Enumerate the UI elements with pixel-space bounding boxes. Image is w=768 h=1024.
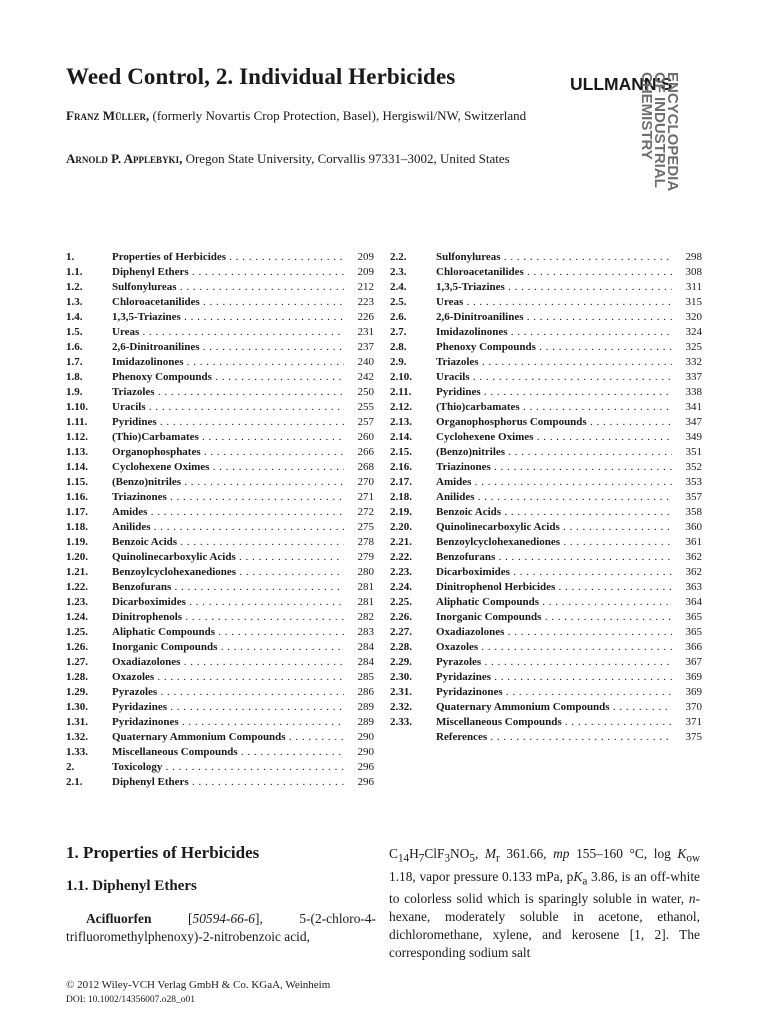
toc-entry-page: 332 [685, 356, 702, 368]
compound-name: Acifluorfen [86, 911, 152, 926]
toc-entry[interactable] [66, 505, 374, 520]
toc-entry-page: 298 [685, 251, 702, 263]
toc-entry-title: Ureas . . . [112, 325, 344, 340]
toc-entry-page: 223 [357, 296, 374, 308]
toc-entry-title: Aliphatic Compounds . . . [112, 625, 344, 640]
toc-entry-number: 2.10. [390, 371, 412, 383]
toc-entry-page: 320 [685, 311, 702, 323]
toc-entry-title: Sulfonylureas . . . [436, 250, 672, 265]
toc-entry[interactable] [390, 655, 702, 670]
toc-entry-number: 2.15. [390, 446, 412, 458]
toc-entry-number: 1.11. [66, 416, 88, 428]
toc-entry-number: 1.8. [66, 371, 83, 383]
toc-entry-title: Inorganic Compounds . . . [112, 640, 344, 655]
toc-entry-page: 364 [685, 596, 702, 608]
toc-entry[interactable] [66, 700, 374, 715]
toc-entry-page: 279 [357, 551, 374, 563]
toc-entry-title: Properties of Herbicides . . . [112, 250, 344, 265]
copyright-notice: © 2012 Wiley-VCH Verlag GmbH & Co. KGaA, Weinheim [66, 979, 331, 991]
section-heading-1-1: 1.1. Diphenyl Ethers [66, 878, 197, 894]
toc-right-column [390, 250, 702, 745]
toc-entry-title: Quinolinecarboxylic Acids . . . [436, 520, 672, 535]
logo-line-3: CHEMISTRY [638, 72, 655, 160]
toc-entry[interactable] [390, 250, 702, 265]
toc-entry-number: 1.2. [66, 281, 83, 293]
toc-entry[interactable] [66, 550, 374, 565]
toc-entry-title: Diphenyl Ethers . . . [112, 265, 344, 280]
toc-entry[interactable] [390, 460, 702, 475]
toc-entry-title: 2,6-Dinitroanilines . . . [112, 340, 344, 355]
toc-entry-number: 2.8. [390, 341, 407, 353]
toc-entry-page: 369 [685, 671, 702, 683]
toc-entry[interactable] [66, 295, 374, 310]
toc-entry-number: 1.22. [66, 581, 88, 593]
toc-entry-title: Pyridazines . . . [112, 700, 344, 715]
toc-entry-number: 1.32. [66, 731, 88, 743]
toc-entry[interactable] [66, 490, 374, 505]
toc-entry-number: 1.24. [66, 611, 88, 623]
toc-entry-page: 325 [685, 341, 702, 353]
toc-entry-number: 1.1. [66, 266, 83, 278]
toc-entry-page: 362 [685, 551, 702, 563]
author-line-1 [66, 107, 536, 125]
toc-entry-page: 209 [357, 251, 374, 263]
toc-entry[interactable] [390, 340, 702, 355]
toc-entry-number: 1.25. [66, 626, 88, 638]
toc-entry-page: 315 [685, 296, 702, 308]
toc-entry-title: Triazinones . . . [436, 460, 672, 475]
toc-entry[interactable] [66, 520, 374, 535]
toc-entry[interactable] [66, 730, 374, 745]
author-affiliation-2: Oregon State University, Corvallis 97331–3002, United States [185, 151, 510, 166]
toc-entry-title: Pyridazines . . . [436, 670, 672, 685]
toc-entry-title: (Thio)carbamates . . . [436, 400, 672, 415]
toc-entry-title: Chloroacetanilides . . . [112, 295, 344, 310]
toc-entry[interactable] [390, 535, 702, 550]
toc-entry-title: Dinitrophenols . . . [112, 610, 344, 625]
toc-entry-number: 1.33. [66, 746, 88, 758]
toc-entry[interactable] [390, 370, 702, 385]
cas-number: 50594-66-6 [192, 911, 255, 926]
toc-entry-number: 1.21. [66, 566, 88, 578]
toc-entry[interactable] [66, 625, 374, 640]
toc-entry[interactable] [66, 535, 374, 550]
toc-entry-title: Phenoxy Compounds . . . [436, 340, 672, 355]
toc-entry-number: 2.4. [390, 281, 407, 293]
toc-entry-number: 1.31. [66, 716, 88, 728]
toc-entry-title: Oxazoles . . . [436, 640, 672, 655]
toc-entry[interactable] [66, 715, 374, 730]
toc-entry-title: (Benzo)nitriles . . . [112, 475, 344, 490]
toc-entry-number: 1.17. [66, 506, 88, 518]
toc-entry[interactable] [390, 580, 702, 595]
toc-entry-title: Ureas . . . [436, 295, 672, 310]
toc-entry-number: 2.21. [390, 536, 412, 548]
toc-entry-page: 296 [357, 776, 374, 788]
toc-entry-title: Triazoles . . . [436, 355, 672, 370]
toc-entry-page: 351 [685, 446, 702, 458]
toc-entry[interactable] [390, 430, 702, 445]
toc-entry-title: Dicarboximides . . . [436, 565, 672, 580]
toc-entry-number: 2.25. [390, 596, 412, 608]
logo-line-1: ENCYCLOPEDIA [664, 72, 681, 192]
toc-entry[interactable] [390, 400, 702, 415]
toc-entry[interactable] [390, 700, 702, 715]
toc-entry-number: 1.20. [66, 551, 88, 563]
toc-entry-number: 2.22. [390, 551, 412, 563]
toc-entry-number: 1.7. [66, 356, 83, 368]
toc-entry-page: 341 [685, 401, 702, 413]
toc-entry[interactable] [66, 760, 374, 775]
toc-entry-page: 360 [685, 521, 702, 533]
toc-entry-title: 1,3,5-Triazines . . . [112, 310, 344, 325]
toc-entry-number: 1.29. [66, 686, 88, 698]
toc-entry-title: Uracils . . . [112, 400, 344, 415]
author-line-2 [66, 150, 586, 168]
toc-entry-title: Quinolinecarboxylic Acids . . . [112, 550, 344, 565]
toc-entry[interactable] [390, 475, 702, 490]
toc-entry[interactable] [390, 385, 702, 400]
toc-entry-page: 268 [357, 461, 374, 473]
toc-entry-title: Organophosphates . . . [112, 445, 344, 460]
toc-entry-title: Anilides . . . [436, 490, 672, 505]
toc-entry-page: 324 [685, 326, 702, 338]
toc-entry-page: 308 [685, 266, 702, 278]
article-title: Weed Control, 2. Individual Herbicides [66, 64, 456, 89]
toc-entry-title: Inorganic Compounds . . . [436, 610, 672, 625]
toc-entry[interactable] [390, 685, 702, 700]
logo-line-2: OF INDUSTRIAL [651, 72, 668, 188]
toc-entry-title: Organophosphorus Compounds . . . [436, 415, 672, 430]
toc-entry-page: 337 [685, 371, 702, 383]
toc-entry-page: 212 [357, 281, 374, 293]
toc-entry-title: Anilides . . . [112, 520, 344, 535]
toc-left-column [66, 250, 374, 790]
toc-entry[interactable] [66, 445, 374, 460]
toc-entry-page: 284 [357, 641, 374, 653]
toc-entry-page: 349 [685, 431, 702, 443]
toc-entry-title: Benzoylcyclohexanediones . . . [112, 565, 344, 580]
toc-entry-title: Benzoic Acids . . . [436, 505, 672, 520]
toc-entry[interactable] [390, 670, 702, 685]
toc-entry-number: 1. [66, 251, 75, 263]
toc-entry-number: 1.27. [66, 656, 88, 668]
toc-entry-page: 296 [357, 761, 374, 773]
toc-entry-title: Diphenyl Ethers . . . [112, 775, 344, 790]
toc-entry[interactable] [66, 745, 374, 760]
toc-entry-page: 358 [685, 506, 702, 518]
toc-entry-title: Benzofurans . . . [436, 550, 672, 565]
toc-entry-page: 275 [357, 521, 374, 533]
toc-entry[interactable] [390, 715, 702, 730]
toc-entry-page: 209 [357, 266, 374, 278]
toc-entry[interactable] [66, 610, 374, 625]
toc-entry-title: Imidazolinones . . . [436, 325, 672, 340]
toc-entry-number: 2.13. [390, 416, 412, 428]
toc-entry-number: 2.32. [390, 701, 412, 713]
toc-entry-number: 2.30. [390, 671, 412, 683]
toc-entry-number: 1.28. [66, 671, 88, 683]
toc-entry-number: 2.14. [390, 431, 412, 443]
toc-entry-number: 2.19. [390, 506, 412, 518]
toc-entry-number: 2.20. [390, 521, 412, 533]
toc-entry-page: 280 [357, 566, 374, 578]
author-name-2: Arnold P. Applebyki, [66, 151, 183, 166]
toc-entry-page: 250 [357, 386, 374, 398]
toc-entry-page: 237 [357, 341, 374, 353]
toc-entry-page: 286 [357, 686, 374, 698]
toc-entry-page: 284 [357, 656, 374, 668]
toc-entry[interactable] [390, 610, 702, 625]
toc-entry[interactable] [390, 625, 702, 640]
toc-entry-number: 2.7. [390, 326, 407, 338]
toc-entry-number: 2.23. [390, 566, 412, 578]
toc-entry[interactable] [390, 550, 702, 565]
section-heading-1: 1. Properties of Herbicides [66, 843, 260, 862]
toc-entry-number: 2.2. [390, 251, 407, 263]
toc-entry-title: Oxadiazolones . . . [112, 655, 344, 670]
toc-entry-page: 371 [685, 716, 702, 728]
toc-entry-page: 361 [685, 536, 702, 548]
toc-entry-page: 281 [357, 596, 374, 608]
toc-entry-title: Pyrazoles . . . [112, 685, 344, 700]
toc-entry-number: 2.1. [66, 776, 83, 788]
toc-entry-title: Miscellaneous Compounds . . . [436, 715, 672, 730]
toc-entry-title: Uracils . . . [436, 370, 672, 385]
toc-entry[interactable] [390, 505, 702, 520]
toc-entry-page: 357 [685, 491, 702, 503]
toc-entry-title: 1,3,5-Triazines . . . [436, 280, 672, 295]
toc-entry-page: 231 [357, 326, 374, 338]
toc-entry-number: 2.17. [390, 476, 412, 488]
toc-entry-page: 283 [357, 626, 374, 638]
toc-entry-number: 1.30. [66, 701, 88, 713]
toc-entry[interactable] [66, 775, 374, 790]
toc-entry-title: Oxadiazolones . . . [436, 625, 672, 640]
toc-entry[interactable] [66, 355, 374, 370]
toc-entry-number [390, 730, 436, 745]
toc-entry[interactable] [66, 250, 374, 265]
logo-brand: ULLMANN'S [570, 74, 673, 94]
toc-entry-page: 289 [357, 701, 374, 713]
toc-entry[interactable] [390, 310, 702, 325]
toc-entry-title: Cyclohexene Oximes . . . [436, 430, 672, 445]
toc-entry-number: 1.10. [66, 401, 88, 413]
toc-entry-title: Aliphatic Compounds . . . [436, 595, 672, 610]
toc-entry-title: Cyclohexene Oximes . . . [112, 460, 344, 475]
toc-entry-number: 1.13. [66, 446, 88, 458]
toc-entry-title: Benzoic Acids . . . [112, 535, 344, 550]
toc-entry[interactable] [390, 490, 702, 505]
toc-entry-page: 281 [357, 581, 374, 593]
toc-entry-number: 1.4. [66, 311, 83, 323]
toc-entry-number: 1.23. [66, 596, 88, 608]
toc-entry-number: 2.33. [390, 716, 412, 728]
toc-entry-number: 2.3. [390, 266, 407, 278]
toc-entry[interactable] [390, 280, 702, 295]
toc-entry-title: References . . . [436, 730, 672, 745]
toc-entry-number: 2.9. [390, 356, 407, 368]
toc-entry-number: 1.26. [66, 641, 88, 653]
toc-entry-number: 2.18. [390, 491, 412, 503]
toc-entry-number: 2.11. [390, 386, 412, 398]
toc-entry-page: 260 [357, 431, 374, 443]
toc-entry-number: 1.5. [66, 326, 83, 338]
toc-entry[interactable] [66, 640, 374, 655]
toc-entry-page: 370 [685, 701, 702, 713]
toc-entry[interactable] [66, 595, 374, 610]
toc-entry-page: 270 [357, 476, 374, 488]
toc-entry[interactable] [66, 565, 374, 580]
toc-entry[interactable] [66, 400, 374, 415]
toc-entry-page: 271 [357, 491, 374, 503]
toc-entry[interactable] [390, 265, 702, 280]
toc-entry-number: 2.5. [390, 296, 407, 308]
compound-description: , 5-(2-chloro-4-trifluoromethylphenoxy)-2-nitrobenzoic acid, [66, 911, 376, 944]
toc-entry-number: 2.12. [390, 401, 412, 413]
toc-entry-number: 1.3. [66, 296, 83, 308]
toc-entry[interactable] [66, 340, 374, 355]
toc-entry-number: 2.31. [390, 686, 412, 698]
body-paragraph-right: $C_{14}H_7ClF_3NO_5$, $M_r$ 361.66, mp 155–160 °C, $\log K_{ow}$ 1.18, vapor pressure 0.133 mPa, $pK_a$ 3.86, is an off-white to colorless solid which is sparingly soluble in water, n-hexane, moderately soluble in acetone, ethanol, dichloromethane, xylene, and kerosene [1, 2]. The corresponding sodium salt [389, 846, 700, 961]
toc-entry-number: 1.9. [66, 386, 83, 398]
toc-entry-title: Amides . . . [436, 475, 672, 490]
toc-entry[interactable] [66, 415, 374, 430]
toc-entry[interactable] [390, 730, 702, 745]
body-paragraph-left: Acifluorfen [50594-66-6], 5-(2-chloro-4-trifluoromethylphenoxy)-2-nitrobenzoic acid, [66, 911, 376, 944]
toc-entry-page: 266 [357, 446, 374, 458]
toc-entry[interactable] [390, 295, 702, 310]
toc-entry-title: Pyridazinones . . . [112, 715, 344, 730]
toc-entry-title: Toxicology . . . [112, 760, 344, 775]
toc-entry-title: Triazoles . . . [112, 385, 344, 400]
toc-entry-page: 367 [685, 656, 702, 668]
toc-entry-title: Oxazoles . . . [112, 670, 344, 685]
toc-entry-page: 278 [357, 536, 374, 548]
toc-entry-page: 226 [357, 311, 374, 323]
toc-entry[interactable] [66, 385, 374, 400]
toc-entry-page: 362 [685, 566, 702, 578]
toc-entry-page: 290 [357, 746, 374, 758]
toc-entry-title: Imidazolinones . . . [112, 355, 344, 370]
toc-entry[interactable] [390, 595, 702, 610]
toc-entry-title: Benzoylcyclohexanediones . . . [436, 535, 672, 550]
toc-entry-page: 347 [685, 416, 702, 428]
toc-entry[interactable] [390, 640, 702, 655]
toc-entry-title: Triazinones . . . [112, 490, 344, 505]
toc-entry[interactable] [66, 655, 374, 670]
toc-entry-number: 2.16. [390, 461, 412, 473]
toc-entry-number: 2.27. [390, 626, 412, 638]
toc-entry-title: (Benzo)nitriles . . . [436, 445, 672, 460]
toc-entry[interactable] [66, 430, 374, 445]
toc-entry[interactable] [66, 310, 374, 325]
toc-entry-number: 2.28. [390, 641, 412, 653]
toc-entry-number: 1.16. [66, 491, 88, 503]
toc-entry-page: 282 [357, 611, 374, 623]
toc-entry-page: 352 [685, 461, 702, 473]
toc-entry[interactable] [66, 265, 374, 280]
toc-entry-page: 365 [685, 626, 702, 638]
toc-entry[interactable] [66, 325, 374, 340]
toc-entry-title: Amides . . . [112, 505, 344, 520]
toc-entry-title: Miscellaneous Compounds . . . [112, 745, 344, 760]
toc-entry-page: 242 [357, 371, 374, 383]
toc-entry-number: 1.6. [66, 341, 83, 353]
toc-entry-number: 1.15. [66, 476, 88, 488]
author-name-1: Franz Müller, [66, 108, 150, 123]
toc-entry-number: 2.29. [390, 656, 412, 668]
toc-entry-page: 366 [685, 641, 702, 653]
toc-entry[interactable] [66, 685, 374, 700]
ullmanns-logo [570, 68, 690, 204]
toc-entry-title: Benzofurans . . . [112, 580, 344, 595]
toc-entry[interactable] [66, 280, 374, 295]
toc-entry-page: 375 [685, 731, 702, 743]
toc-entry-page: 363 [685, 581, 702, 593]
toc-entry-number: 2. [66, 761, 75, 773]
toc-entry-title: Pyrazoles . . . [436, 655, 672, 670]
toc-entry-page: 285 [357, 671, 374, 683]
toc-entry-title: (Thio)Carbamates . . . [112, 430, 344, 445]
toc-entry-title: Quaternary Ammonium Compounds . . . [112, 730, 344, 745]
toc-entry-number: 2.6. [390, 311, 407, 323]
toc-entry-title: Quaternary Ammonium Compounds . . . [436, 700, 672, 715]
toc-entry[interactable] [390, 325, 702, 340]
toc-entry-title: Chloroacetanilides . . . [436, 265, 672, 280]
toc-entry-page: 255 [357, 401, 374, 413]
toc-entry-title: Phenoxy Compounds . . . [112, 370, 344, 385]
toc-entry-page: 338 [685, 386, 702, 398]
toc-entry[interactable] [390, 415, 702, 430]
toc-entry-page: 272 [357, 506, 374, 518]
toc-entry-page: 290 [357, 731, 374, 743]
toc-entry-title: Dinitrophenol Herbicides . . . [436, 580, 672, 595]
toc-entry-page: 365 [685, 611, 702, 623]
toc-entry-number: 1.19. [66, 536, 88, 548]
toc-entry[interactable] [390, 445, 702, 460]
toc-entry-number: 1.18. [66, 521, 88, 533]
toc-entry-title: Dicarboximides . . . [112, 595, 344, 610]
toc-entry-page: 369 [685, 686, 702, 698]
toc-entry-title: Sulfonylureas . . . [112, 280, 344, 295]
toc-entry-title: Pyridines . . . [112, 415, 344, 430]
toc-entry-page: 289 [357, 716, 374, 728]
toc-entry-page: 257 [357, 416, 374, 428]
toc-entry-number: 2.26. [390, 611, 412, 623]
toc-entry[interactable] [66, 460, 374, 475]
doi-line: DOI: 10.1002/14356007.o28_o01 [66, 995, 196, 1005]
toc-entry-page: 353 [685, 476, 702, 488]
toc-entry-title: Pyridines . . . [436, 385, 672, 400]
toc-entry-number: 1.14. [66, 461, 88, 473]
toc-entry[interactable] [66, 475, 374, 490]
toc-entry-title: 2,6-Dinitroanilines . . . [436, 310, 672, 325]
toc-entry-page: 240 [357, 356, 374, 368]
toc-entry-number: 2.24. [390, 581, 412, 593]
toc-entry[interactable] [66, 370, 374, 385]
toc-entry-page: 311 [685, 281, 702, 293]
toc-entry[interactable] [390, 565, 702, 580]
toc-entry[interactable] [66, 670, 374, 685]
toc-entry[interactable] [390, 355, 702, 370]
toc-entry-number: 1.12. [66, 431, 88, 443]
toc-entry[interactable] [66, 580, 374, 595]
author-affiliation-1: (formerly Novartis Crop Protection, Basel), Hergiswil/NW, Switzerland [152, 108, 527, 123]
toc-entry-title: Pyridazinones . . . [436, 685, 672, 700]
toc-entry[interactable] [390, 520, 702, 535]
